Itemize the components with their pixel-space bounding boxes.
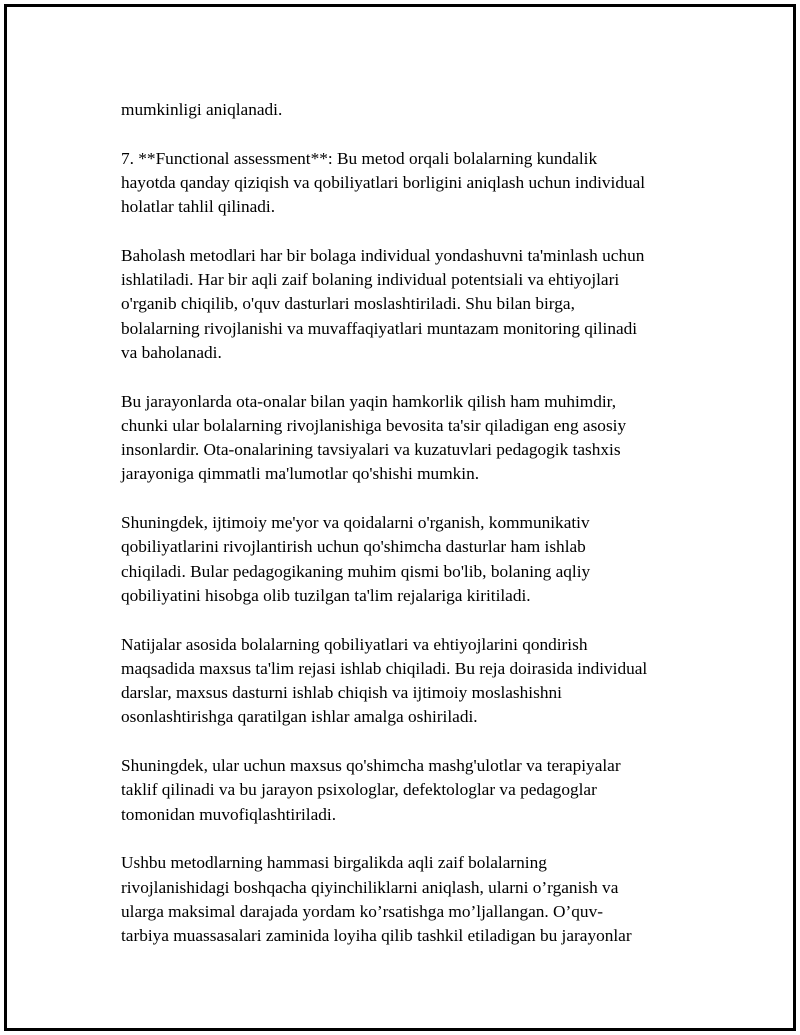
paragraph [121, 390, 701, 487]
text-line: tarbiya muassasalari zaminida loyiha qilib tashkil etiladigan bu jarayonlar [121, 926, 632, 946]
text-line: o'rganib chiqilib, o'quv dasturlari moslashtiriladi. Shu bilan birga, [121, 294, 575, 314]
document-body [121, 98, 701, 973]
text-line: osonlashtirishga qaratilgan ishlar amalga oshiriladi. [121, 707, 478, 727]
text-line: holatlar tahlil qilinadi. [121, 197, 276, 217]
text-line: tomonidan muvofiqlashtiriladi. [121, 804, 337, 824]
text-line: taklif qilinadi va bu jarayon psixologlar, defektologlar va pedagoglar [121, 780, 597, 800]
text-line: Shuningdek, ijtimoiy me'yor va qoidalarni o'rganish, kommunikativ [121, 513, 590, 533]
text-line: darslar, maxsus dasturni ishlab chiqish va ijtimoiy moslashishni [121, 683, 562, 703]
text-line: Ushbu metodlarning hammasi birgalikda aqli zaif bolalarning [121, 853, 547, 873]
paragraph [121, 98, 701, 122]
text-line: chunki ular bolalarning rivojlanishiga bevosita ta'sir qiladigan eng asosiy [121, 415, 627, 435]
text-line: jarayoniga qimmatli ma'lumotlar qo'shishi mumkin. [121, 464, 480, 484]
text-line: va baholanadi. [121, 342, 222, 362]
text-line: ishlatiladi. Har bir aqli zaif bolaning individual potentsiali va ehtiyojlari [121, 270, 620, 290]
text-line: bolalarning rivojlanishi va muvaffaqiyatlari muntazam monitoring qilinadi [121, 318, 638, 338]
text-line: 7. **Functional assessment**: Bu metod orqali bolalarning kundalik [121, 148, 598, 168]
text-line: rivojlanishidagi boshqacha qiyinchiliklarni aniqlash, ularni o’rganish va [121, 877, 619, 897]
paragraph [121, 851, 701, 948]
paragraph [121, 244, 701, 365]
text-line: Shuningdek, ular uchun maxsus qo'shimcha mashg'ulotlar va terapiyalar [121, 756, 621, 776]
paragraph [121, 633, 701, 730]
paragraph [121, 147, 701, 220]
text-line: qobiliyatlarini rivojlantirish uchun qo'shimcha dasturlar ham ishlab [121, 537, 586, 557]
text-line: mumkinligi aniqlanadi. [121, 100, 283, 119]
page-frame [4, 4, 796, 1031]
text-line: ularga maksimal darajada yordam ko’rsatishga mo’ljallangan. O’quv- [121, 901, 603, 921]
paragraph [121, 754, 701, 827]
paragraph [121, 511, 701, 608]
text-line: Bu jarayonlarda ota-onalar bilan yaqin hamkorlik qilish ham muhimdir, [121, 391, 617, 411]
text-line: Natijalar asosida bolalarning qobiliyatlari va ehtiyojlarini qondirish [121, 634, 588, 654]
text-line: Baholash metodlari har bir bolaga individual yondashuvni ta'minlash uchun [121, 245, 645, 265]
text-line: hayotda qanday qiziqish va qobiliyatlari borligini aniqlash uchun individual [121, 172, 646, 192]
text-line: qobiliyatini hisobga olib tuzilgan ta'lim rejalariga kiritiladi. [121, 585, 531, 605]
text-line: maqsadida maxsus ta'lim rejasi ishlab chiqiladi. Bu reja doirasida individual [121, 658, 648, 678]
text-line: chiqiladi. Bular pedagogikaning muhim qismi bo'lib, bolaning aqliy [121, 561, 591, 581]
text-line: insonlardir. Ota-onalarining tavsiyalari va kuzatuvlari pedagogik tashxis [121, 440, 621, 460]
